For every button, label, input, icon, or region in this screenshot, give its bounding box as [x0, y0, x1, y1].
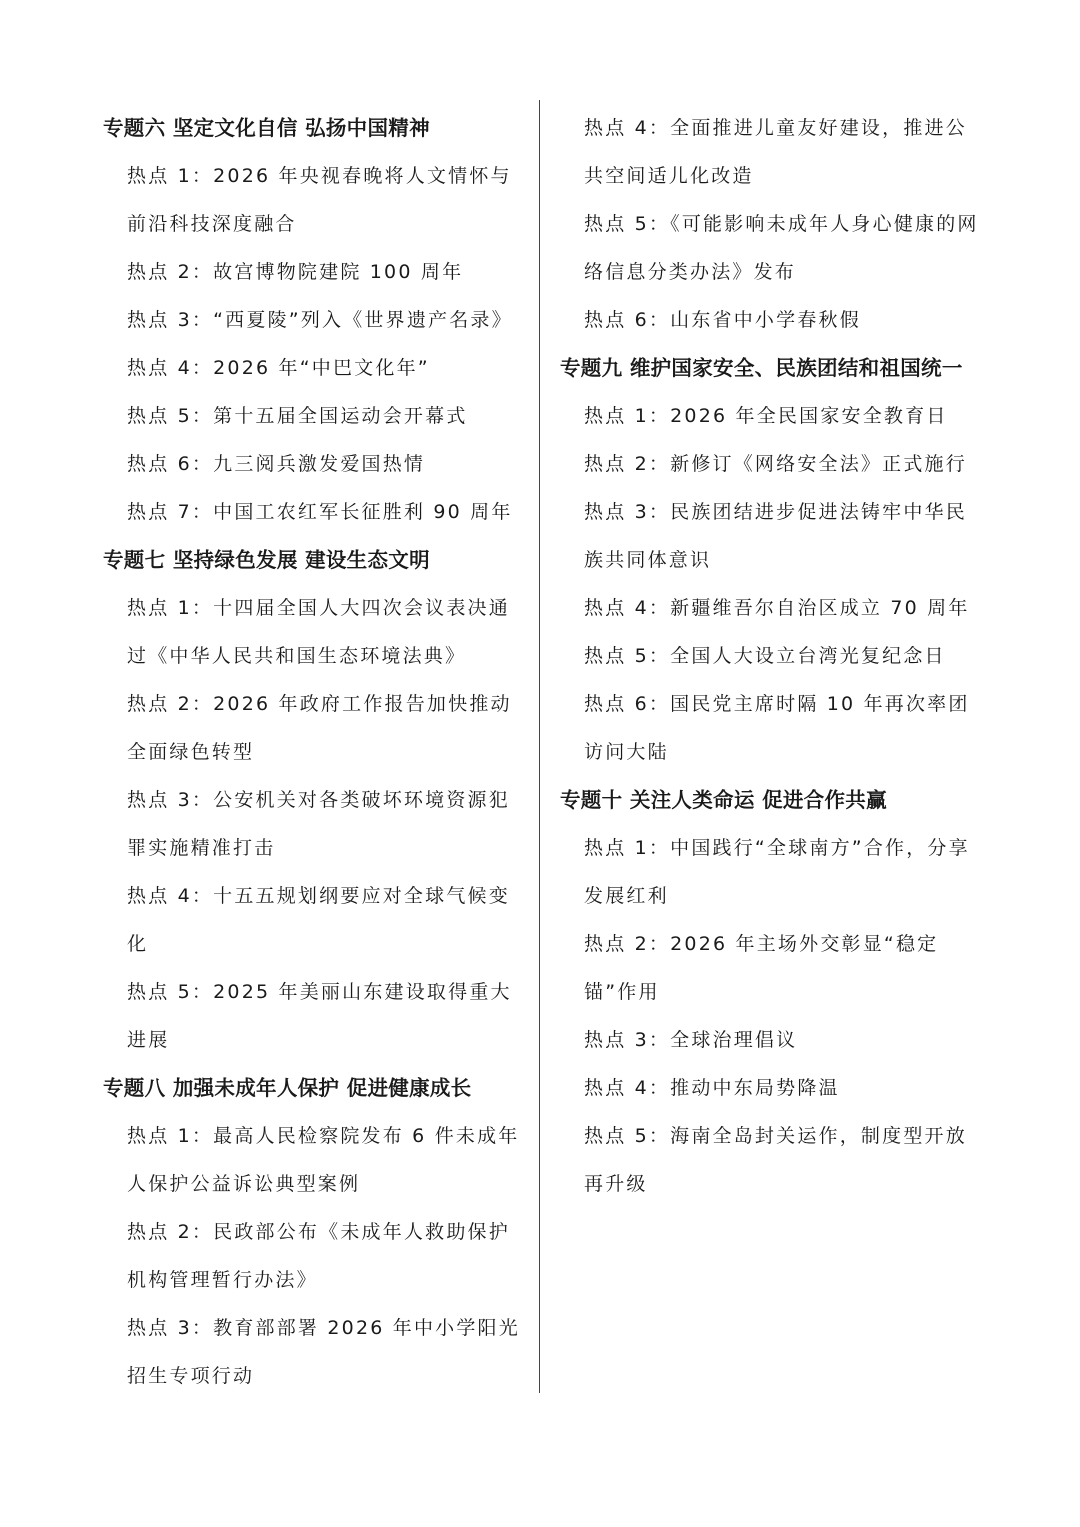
topic-8-hotspot-2: 热点 2：民政部公布《未成年人救助保护机构管理暂行办法》 — [127, 1221, 510, 1291]
topic-6-hotspot-6: 热点 6：九三阅兵激发爱国热情 — [127, 453, 426, 475]
topic-10-hotspot-1: 热点 1：中国践行“全球南方”合作，分享发展红利 — [584, 837, 970, 907]
topic-8-hotspot-5: 热点 5：《可能影响未成年人身心健康的网络信息分类办法》发布 — [584, 213, 979, 283]
topic-9-hotspot-6: 热点 6：国民党主席时隔 10 年再次率团访问大陆 — [584, 693, 970, 763]
column-divider — [539, 100, 540, 1393]
topic-7-title: 专题七 坚持绿色发展 建设生态文明 — [103, 548, 430, 572]
right-column — [560, 104, 980, 1208]
topic-7-hotspot-1: 热点 1：十四届全国人大四次会议表决通过《中华人民共和国生态环境法典》 — [127, 597, 510, 667]
topic-9-hotspot-1: 热点 1：2026 年全民国家安全教育日 — [584, 405, 948, 427]
topic-10-hotspot-2: 热点 2：2026 年主场外交彰显“稳定锚”作用 — [584, 933, 939, 1003]
topic-6-hotspot-2: 热点 2：故宫博物院建院 100 周年 — [127, 261, 464, 283]
topic-7-hotspot-5: 热点 5：2025 年美丽山东建设取得重大进展 — [127, 981, 512, 1051]
topic-8-hotspot-4: 热点 4：全面推进儿童友好建设，推进公共空间适儿化改造 — [584, 117, 967, 187]
topic-6-hotspot-3: 热点 3：“西夏陵”列入《世界遗产名录》 — [127, 309, 513, 331]
topic-9-hotspot-3: 热点 3：民族团结进步促进法铸牢中华民族共同体意识 — [584, 501, 967, 571]
topic-6-hotspot-5: 热点 5：第十五届全国运动会开幕式 — [127, 405, 468, 427]
topic-9-hotspot-4: 热点 4：新疆维吾尔自治区成立 70 周年 — [584, 597, 970, 619]
topic-10-hotspot-4: 热点 4：推动中东局势降温 — [584, 1077, 840, 1099]
topic-6-hotspot-7: 热点 7：中国工农红军长征胜利 90 周年 — [127, 501, 513, 523]
topic-8-hotspot-6: 热点 6：山东省中小学春秋假 — [584, 309, 861, 331]
left-column — [103, 104, 525, 1400]
topic-8-hotspot-3: 热点 3：教育部部署 2026 年中小学阳光招生专项行动 — [127, 1317, 520, 1387]
topic-9-title: 专题九 维护国家安全、民族团结和祖国统一 — [560, 356, 963, 380]
topic-7-hotspot-3: 热点 3：公安机关对各类破坏环境资源犯罪实施精准打击 — [127, 789, 510, 859]
topic-9-hotspot-2: 热点 2：新修订《网络安全法》正式施行 — [584, 453, 967, 475]
topic-7-hotspot-4: 热点 4：十五五规划纲要应对全球气候变化 — [127, 885, 510, 955]
topic-10-hotspot-5: 热点 5：海南全岛封关运作，制度型开放再升级 — [584, 1125, 967, 1195]
topic-6-hotspot-1: 热点 1：2026 年央视春晚将人文情怀与前沿科技深度融合 — [127, 165, 512, 235]
topic-6-title: 专题六 坚定文化自信 弘扬中国精神 — [103, 116, 430, 140]
topic-8-title: 专题八 加强未成年人保护 促进健康成长 — [103, 1076, 472, 1100]
topic-8-hotspot-1: 热点 1：最高人民检察院发布 6 件未成年人保护公益诉讼典型案例 — [127, 1125, 520, 1195]
topic-7-hotspot-2: 热点 2：2026 年政府工作报告加快推动全面绿色转型 — [127, 693, 512, 763]
topic-6-hotspot-4: 热点 4：2026 年“中巴文化年” — [127, 357, 430, 379]
topic-9-hotspot-5: 热点 5：全国人大设立台湾光复纪念日 — [584, 645, 946, 667]
topic-10-title: 专题十 关注人类命运 促进合作共赢 — [560, 788, 887, 812]
topic-10-hotspot-3: 热点 3：全球治理倡议 — [584, 1029, 798, 1051]
